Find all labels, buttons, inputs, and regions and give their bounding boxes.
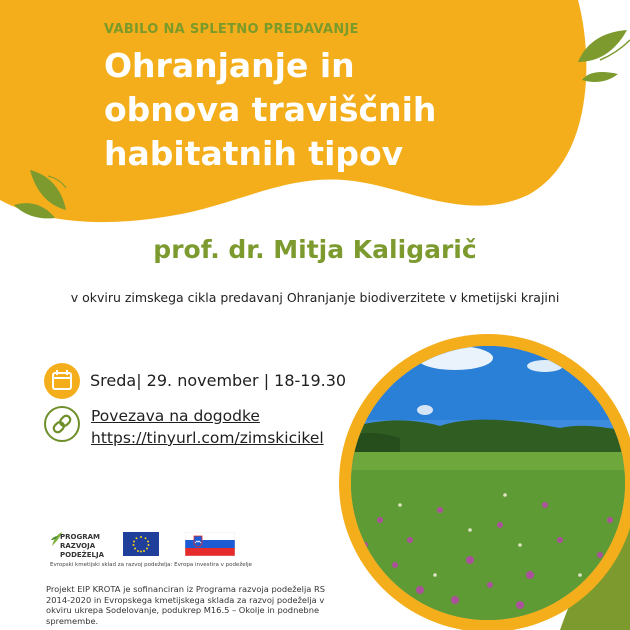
calendar-icon (43, 362, 81, 400)
program-line-2: RAZVOJA (60, 542, 96, 550)
event-date: Sreda| 29. november | 18-19.30 (90, 371, 347, 390)
title-line-2: obnova traviščnih (104, 90, 437, 129)
program-line-3: PODEŽELJA (60, 551, 105, 559)
event-link-url[interactable]: https://tinyurl.com/zimskicikel (91, 429, 324, 447)
eu-flag-icon (123, 532, 159, 556)
funding-text: Evropski kmetijski sklad za razvoj podeželja: Evropa investira v podeželje (50, 562, 253, 568)
program-logo-text (60, 533, 104, 560)
title-line-3: habitatnih tipov (104, 134, 404, 173)
footer-note: Projekt EIP KROTA je sofinanciran iz Programa razvoja podeželja RS 2014-2020 in Evropskega kmetijskega sklada za razvoj podeželja v okviru ukrepa Sodelovanje, podukrep M16.5 – Okolje in podnebne spremembe. (46, 584, 326, 626)
page-title (104, 44, 524, 176)
invitation-kicker: VABILO NA SPLETNO PREDAVANJE (104, 22, 359, 37)
program-line-1: PROGRAM (60, 533, 100, 541)
lecture-cycle-text: v okviru zimskega cikla predavanj Ohranjanje biodiverzitete v kmetijski krajini (70, 290, 560, 305)
event-link-label[interactable]: Povezava na dogodke (91, 407, 260, 425)
title-line-1: Ohranjanje in (104, 46, 355, 85)
link-icon (43, 405, 81, 443)
speaker-name: prof. dr. Mitja Kaligarič (153, 235, 477, 264)
slovenia-flag-icon (185, 532, 235, 556)
